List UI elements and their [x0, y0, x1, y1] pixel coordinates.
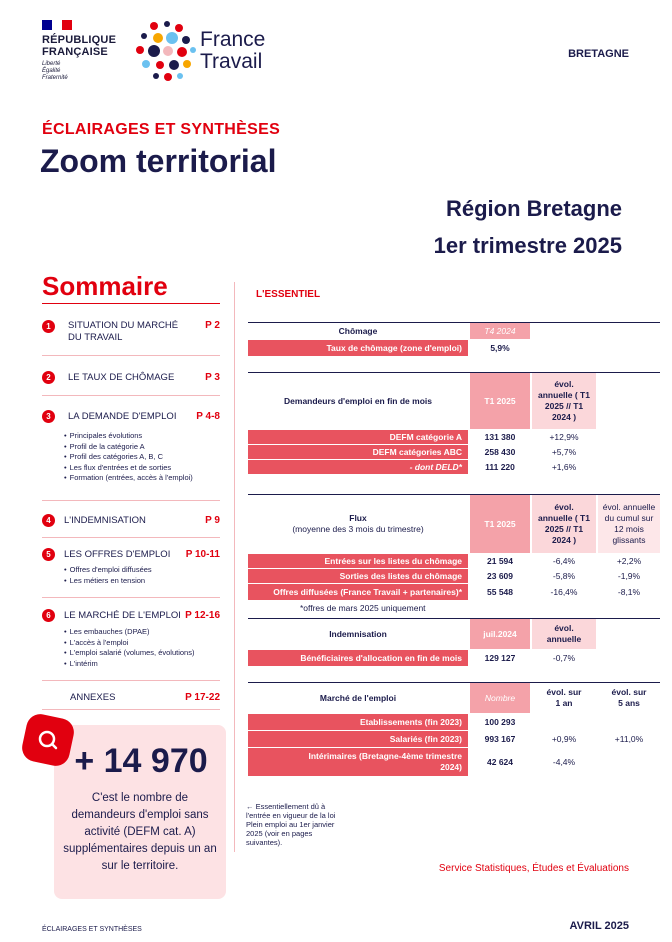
- sommaire-item-page[interactable]: P 17-22: [185, 692, 220, 703]
- sommaire-divider: [42, 303, 220, 304]
- flux-period: T1 2025: [470, 495, 530, 553]
- flux-header-sub: (moyenne des 3 mois du trimestre): [292, 524, 424, 534]
- sommaire-subitem[interactable]: • Formation (entrées, accès à l'emploi): [64, 473, 224, 484]
- defm-row-label: DEFM catégories ABC: [248, 445, 468, 459]
- sommaire-item-label[interactable]: LE TAUX DE CHÔMAGE: [68, 372, 175, 383]
- defm-row-evol: +1,6%: [551, 461, 577, 472]
- sommaire-number: 1: [42, 320, 55, 333]
- sommaire-item-label[interactable]: ANNEXES: [70, 692, 116, 703]
- sommaire-separator: [42, 500, 220, 501]
- marche-col-nombre: Nombre: [470, 683, 530, 713]
- indemnisation-row-evol: -0,7%: [552, 652, 576, 663]
- sommaire-item-label[interactable]: LE MARCHÉ DE L'EMPLOI: [64, 610, 181, 621]
- chomage-header: Chômage: [338, 325, 378, 336]
- marche-row-label: Etablissements (fin 2023): [248, 714, 468, 730]
- sommaire-subitems: [64, 431, 224, 484]
- chomage-row-label: Taux de chômage (zone d'emploi): [248, 340, 468, 356]
- marche-row-value: 993 167: [484, 733, 516, 744]
- sommaire-number: 2: [42, 371, 55, 384]
- sommaire-item-label[interactable]: LES OFFRES D'EMPLOI: [64, 549, 171, 560]
- sommaire-separator: [42, 709, 220, 710]
- flux-row-label: Entrées sur les listes du chômage: [248, 554, 468, 568]
- sommaire-subitem[interactable]: • Principales évolutions: [64, 431, 224, 442]
- marche-row-label: Intérimaires (Bretagne-4ème trimestre 2024): [248, 748, 468, 776]
- footnote-loi-plein-emploi: ← Essentiellement dû à l'entrée en vigueur de la loi Plein emploi au 1er janvier 2025 (voir en pages suivantes).: [246, 802, 336, 847]
- sommaire-item-page[interactable]: P 10-11: [185, 549, 220, 560]
- sommaire-subitem[interactable]: • L'intérim: [64, 659, 224, 670]
- sommaire-subitems: [64, 627, 224, 669]
- region-title: Région Bretagne: [445, 196, 622, 221]
- sommaire-item-page[interactable]: P 9: [205, 515, 220, 526]
- flux-row-evol2: -1,9%: [617, 570, 641, 581]
- sommaire-item-page[interactable]: P 4-8: [196, 411, 220, 422]
- defm-row-evol: +5,7%: [551, 446, 577, 457]
- republique-francaise-flag-icon: [42, 20, 72, 30]
- defm-header: Demandeurs d'emploi en fin de mois: [284, 395, 432, 406]
- defm-period: T1 2025: [470, 373, 530, 429]
- marche-row-value: 42 624: [487, 756, 513, 767]
- marche-row-evol1: +0,9%: [551, 733, 577, 744]
- marche-row-evol5: [598, 748, 660, 776]
- defm-row-evol: +12,9%: [549, 431, 579, 442]
- marche-row-evol1: [532, 714, 596, 730]
- sommaire-subitem[interactable]: • Profil des catégories A, B, C: [64, 452, 224, 463]
- flux-evol-header: évol. annuelle ( T1 2025 // T1 2024 ): [532, 495, 596, 553]
- flux-row-value: 23 609: [487, 570, 513, 581]
- flux-row-evol2: +2,2%: [616, 555, 642, 566]
- defm-evol-header: évol. annuelle ( T1 2025 // T1 2024 ): [532, 373, 596, 429]
- flux-row-evol: -5,8%: [552, 570, 576, 581]
- marche-col-5ans: évol. sur 5 ans: [611, 687, 647, 708]
- page-title: Zoom territorial: [40, 143, 277, 179]
- republique-francaise-logo: RÉPUBLIQUE FRANÇAISE: [42, 34, 117, 58]
- sommaire-item-label[interactable]: L'INDEMNISATION: [64, 515, 146, 526]
- sommaire-item-label[interactable]: SITUATION DU MARCHÉ DU TRAVAIL: [68, 320, 179, 343]
- sommaire-subitem[interactable]: • Les embauches (DPAE): [64, 627, 224, 638]
- marche-header: Marché de l'emploi: [319, 692, 397, 703]
- flux-header-cell: [248, 495, 468, 553]
- indemnisation-evol-header: évol. annuelle: [532, 619, 596, 649]
- flux-row-evol2: -8,1%: [617, 586, 641, 597]
- defm-row-value: 131 380: [484, 431, 516, 442]
- sommaire-number: 4: [42, 514, 55, 527]
- sommaire-number: 5: [42, 548, 55, 561]
- column-divider: [234, 282, 235, 852]
- flux-footnote: *offres de mars 2025 uniquement: [300, 602, 426, 613]
- sommaire-separator: [42, 597, 220, 598]
- marche-row-evol5: [598, 714, 660, 730]
- defm-row-label: - dont DELD*: [248, 460, 468, 474]
- flux-evol2-header: évol. annuelle du cumul sur 12 mois glissants: [598, 495, 660, 553]
- chomage-period: T4 2024: [470, 323, 530, 339]
- key-figure-text: C'est le nombre de demandeurs d'emploi sans activité (DEFM cat. A) supplémentaires depuis un an sur le territoire.: [63, 792, 217, 872]
- flux-row-value: 55 548: [487, 586, 513, 597]
- sommaire-item-label[interactable]: LA DEMANDE D'EMPLOI: [68, 411, 177, 422]
- key-figure-value: + 14 970: [74, 742, 208, 780]
- flux-row-value: 21 594: [487, 555, 513, 566]
- indemnisation-row-value: 129 127: [484, 652, 516, 663]
- sommaire-number: 6: [42, 609, 55, 622]
- sommaire-subitems: [64, 565, 224, 586]
- indemnisation-header: Indemnisation: [329, 628, 387, 639]
- defm-row-value: 111 220: [485, 461, 515, 472]
- sommaire-subitem[interactable]: • L'accès à l'emploi: [64, 638, 224, 649]
- marche-row-evol1: -4,4%: [552, 756, 576, 767]
- france-travail-logo-icon: [134, 20, 198, 82]
- sommaire-item-page[interactable]: P 12-16: [185, 610, 220, 621]
- sommaire-number: 3: [42, 410, 55, 423]
- sommaire-item-page[interactable]: P 2: [205, 320, 220, 331]
- sommaire-separator: [42, 680, 220, 681]
- indemnisation-row-label: Bénéficiaires d'allocation en fin de mois: [248, 650, 468, 666]
- region-tag: BRETAGNE: [568, 48, 629, 60]
- marche-row-value: 100 293: [484, 716, 516, 727]
- essentiel-title: L'ESSENTIEL: [256, 289, 321, 300]
- defm-row-value: 258 430: [484, 446, 516, 457]
- sommaire-subitem[interactable]: • Les flux d'entrées et de sorties: [64, 463, 224, 474]
- chomage-row-value: 5,9%: [490, 342, 510, 353]
- sommaire-separator: [42, 537, 220, 538]
- sommaire-subitem[interactable]: • Profil de la catégorie A: [64, 442, 224, 453]
- flux-row-label: Offres diffusées (France Travail + partenaires)*: [248, 584, 468, 600]
- marche-row-evol5: +11,0%: [614, 733, 644, 744]
- flux-row-label: Sorties des listes du chômage: [248, 569, 468, 583]
- sommaire-title: Sommaire: [42, 271, 168, 301]
- indemnisation-period: juil.2024: [470, 619, 530, 649]
- flux-row-evol: -16,4%: [550, 586, 578, 597]
- flux-row-evol: -6,4%: [552, 555, 576, 566]
- sommaire-item-page[interactable]: P 3: [205, 372, 220, 383]
- france-travail-brand: France Travail: [200, 28, 266, 73]
- republique-motto: Liberté Égalité Fraternité: [42, 61, 68, 81]
- footer-date: AVRIL 2025: [569, 920, 629, 932]
- period-title: 1er trimestre 2025: [433, 233, 622, 258]
- service-credit: Service Statistiques, Études et Évaluations: [438, 863, 629, 874]
- sommaire-subitem[interactable]: • L'emploi salarié (volumes, évolutions): [64, 648, 224, 659]
- sommaire-separator: [42, 355, 220, 356]
- marche-row-label: Salariés (fin 2023): [248, 731, 468, 747]
- footer-series: ÉCLAIRAGES ET SYNTHÈSES: [42, 926, 142, 933]
- sommaire-subitem[interactable]: • Les métiers en tension: [64, 576, 224, 587]
- series-title: ÉCLAIRAGES ET SYNTHÈSES: [42, 121, 281, 138]
- sommaire-subitem[interactable]: • Offres d'emploi diffusées: [64, 565, 224, 576]
- sommaire-separator: [42, 395, 220, 396]
- marche-col-1an: évol. sur 1 an: [546, 687, 582, 708]
- defm-row-label: DEFM catégorie A: [248, 430, 468, 444]
- flux-header: Flux: [349, 513, 367, 523]
